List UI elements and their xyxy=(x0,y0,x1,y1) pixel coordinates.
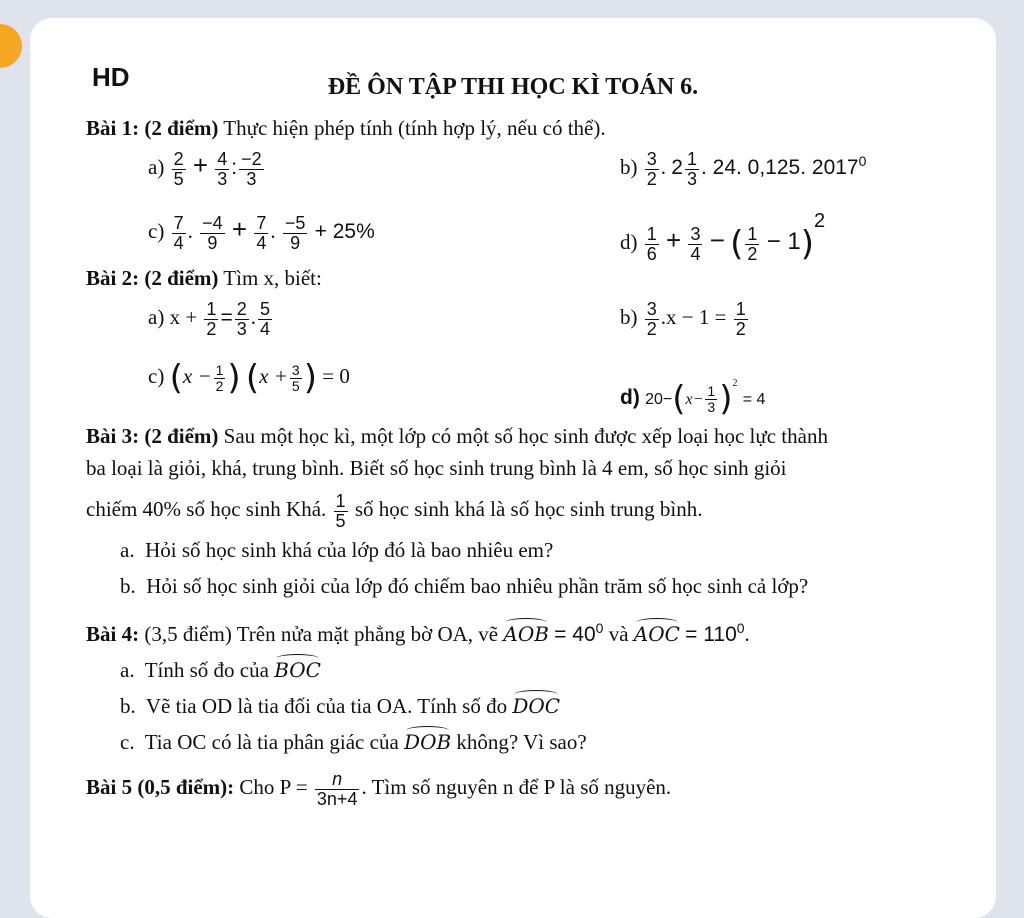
label: b. xyxy=(120,574,136,598)
question: Hỏi số học sinh khá của lớp đó là bao nhiêu em? xyxy=(145,538,554,562)
bai3-heading: Bài 3: (2 điểm) xyxy=(86,424,219,448)
fraction: $\frac{3}{2}$ xyxy=(646,299,657,339)
angle: DOC xyxy=(512,690,560,718)
bai2-b xyxy=(620,300,750,339)
bai4-qb xyxy=(120,690,560,719)
expression: = 4 xyxy=(742,391,766,408)
fraction: $\frac{1}{2}$ xyxy=(747,223,758,264)
bai2-a xyxy=(148,300,274,339)
operator: . xyxy=(270,219,276,244)
bai4-line xyxy=(86,618,750,647)
operator: + xyxy=(666,225,682,255)
paren: ) xyxy=(303,358,317,398)
expression: + 25% xyxy=(314,220,375,244)
fraction: $\frac{1}{3}$ xyxy=(686,149,697,189)
expression: .x − 1 = xyxy=(660,305,727,330)
exponent: 0 xyxy=(858,153,867,170)
bai3-line2: ba loại là giỏi, khá, trung bình. Biết số học sinh trung bình là 4 em, số học sinh giỏi xyxy=(86,456,787,480)
operator: . xyxy=(250,305,256,330)
fraction: $\frac{-2}{3}$ xyxy=(241,149,262,189)
fraction: $\frac{5}{4}$ xyxy=(259,299,270,339)
expression: = 110 xyxy=(685,623,737,646)
bai1-heading: Bài 1: (2 điểm) xyxy=(86,116,219,140)
fraction: $\frac{3}{4}$ xyxy=(690,223,701,264)
fraction: $\frac{1}{3}$ xyxy=(707,383,716,415)
bai3-qb xyxy=(120,574,808,599)
label: a. xyxy=(120,658,135,682)
operator: + xyxy=(231,214,248,245)
fraction: $\frac{-5}{9}$ xyxy=(284,213,306,253)
label: b) xyxy=(620,305,638,330)
expression: = 40 xyxy=(554,623,596,646)
paren: ( xyxy=(245,358,260,398)
expression: 20− xyxy=(645,391,673,408)
bai3-qa xyxy=(120,538,553,563)
hd-badge: HD xyxy=(92,62,130,92)
bai5-heading: Bài 5 (0,5 điểm): xyxy=(86,775,235,800)
bai1-text: Thực hiện phép tính (tính hợp lý, nếu có thể). xyxy=(218,116,606,140)
operator: + xyxy=(192,150,209,181)
fraction: $\frac{n}{3n+4}$ xyxy=(316,769,358,809)
operator: : xyxy=(231,156,238,180)
bai3-line3 xyxy=(86,492,702,531)
mixed-whole: 2 xyxy=(671,156,683,180)
fraction: $\frac{4}{3}$ xyxy=(217,149,228,189)
fraction: $\frac{2}{3}$ xyxy=(236,299,247,339)
avatar xyxy=(0,24,22,68)
label: c) xyxy=(148,363,165,388)
paren: ( xyxy=(169,358,183,398)
degree: 0 xyxy=(736,620,745,636)
fraction: $\frac{1}{5}$ xyxy=(335,491,346,531)
document-card xyxy=(30,18,996,918)
bai4-qc xyxy=(120,726,587,755)
paren: ( xyxy=(730,224,744,265)
expression: = 0 xyxy=(322,363,350,388)
bai5-line xyxy=(86,770,671,809)
text: . xyxy=(744,622,750,646)
expression: − 1 xyxy=(766,228,801,255)
expression: . 24. 0,125. 2017 xyxy=(700,156,859,180)
label: c) xyxy=(148,219,165,244)
bai1-b xyxy=(620,150,866,189)
label: b. xyxy=(120,694,136,718)
operator: . xyxy=(187,219,193,244)
bai1-c xyxy=(148,214,375,253)
bai3-line1 xyxy=(86,424,828,449)
angle: DOB xyxy=(404,726,451,754)
bai2-heading: Bài 2: (2 điểm) xyxy=(86,266,219,290)
page-title: ĐỀ ÔN TẬP THI HỌC KÌ TOÁN 6. xyxy=(327,74,699,100)
fraction: $\frac{7}{4}$ xyxy=(256,213,267,253)
text: và xyxy=(603,622,634,646)
fraction: $\frac{7}{4}$ xyxy=(173,213,184,253)
angle: BOC xyxy=(274,654,321,682)
label: a) xyxy=(148,155,165,180)
bai1-a xyxy=(148,150,266,189)
fraction: $\frac{-4}{9}$ xyxy=(202,213,223,253)
paren: ( xyxy=(672,379,686,420)
text: số học sinh khá là số học sinh trung bình. xyxy=(354,497,703,522)
bai2-d xyxy=(620,378,765,419)
paren: ) xyxy=(800,224,814,265)
bai1-heading-line xyxy=(86,116,606,141)
text: chiếm 40% số học sinh Khá. xyxy=(86,497,327,522)
fraction: $\frac{3}{2}$ xyxy=(646,149,657,189)
fraction: $\frac{1}{6}$ xyxy=(646,223,657,264)
operator: = xyxy=(220,306,233,330)
angle: AOB xyxy=(503,618,549,646)
question: không? Vì sao? xyxy=(451,730,587,754)
bai4-heading: Bài 4: xyxy=(86,622,140,646)
fraction: $\frac{1}{2}$ xyxy=(735,299,746,339)
label: b) xyxy=(620,155,638,180)
fraction: $\frac{3}{5}$ xyxy=(291,361,300,394)
expression: x + xyxy=(259,363,288,388)
question: Tia OC có là tia phân giác của xyxy=(144,730,399,754)
angle: AOC xyxy=(634,618,680,646)
paren: ) xyxy=(719,379,733,420)
label: d) xyxy=(620,386,640,409)
operator: − xyxy=(709,225,725,255)
label: d) xyxy=(620,230,638,254)
bai1-d xyxy=(620,210,825,264)
bai4-text: Trên nửa mặt phẳng bờ OA, vẽ xyxy=(231,622,499,646)
expression: x − xyxy=(182,363,212,388)
exponent: 2 xyxy=(813,210,826,232)
bai4-points: (3,5 điểm) xyxy=(139,622,232,646)
text: Cho P = xyxy=(234,775,308,800)
question: Vẽ tia OD là tia đối của tia OA. Tính số đo xyxy=(145,694,508,718)
expression: x + xyxy=(169,305,198,330)
operator: . xyxy=(660,155,667,180)
expression: x− xyxy=(685,391,704,408)
label: a. xyxy=(120,538,135,562)
fraction: $\frac{1}{2}$ xyxy=(206,299,217,339)
exponent: 2 xyxy=(732,378,738,389)
paren: ) xyxy=(227,358,241,398)
bai2-text: Tìm x, biết: xyxy=(218,266,322,290)
bai2-c xyxy=(148,358,350,398)
bai4-qa xyxy=(120,654,321,683)
bai2-heading-line xyxy=(86,266,322,291)
question: Hỏi số học sinh giỏi của lớp đó chiếm bao nhiêu phần trăm số học sinh cả lớp? xyxy=(146,574,809,598)
text: . Tìm số nguyên n để P là số nguyên. xyxy=(361,775,672,800)
label: a) xyxy=(148,305,165,330)
label: c. xyxy=(120,730,135,754)
fraction: $\frac{1}{2}$ xyxy=(215,361,224,394)
degree: 0 xyxy=(595,620,604,636)
fraction: $\frac{2}{5}$ xyxy=(173,149,184,189)
bai3-text: Sau một học kì, một lớp có một số học sinh được xếp loại học lực thành xyxy=(218,424,828,448)
question: Tính số đo của xyxy=(144,658,269,682)
